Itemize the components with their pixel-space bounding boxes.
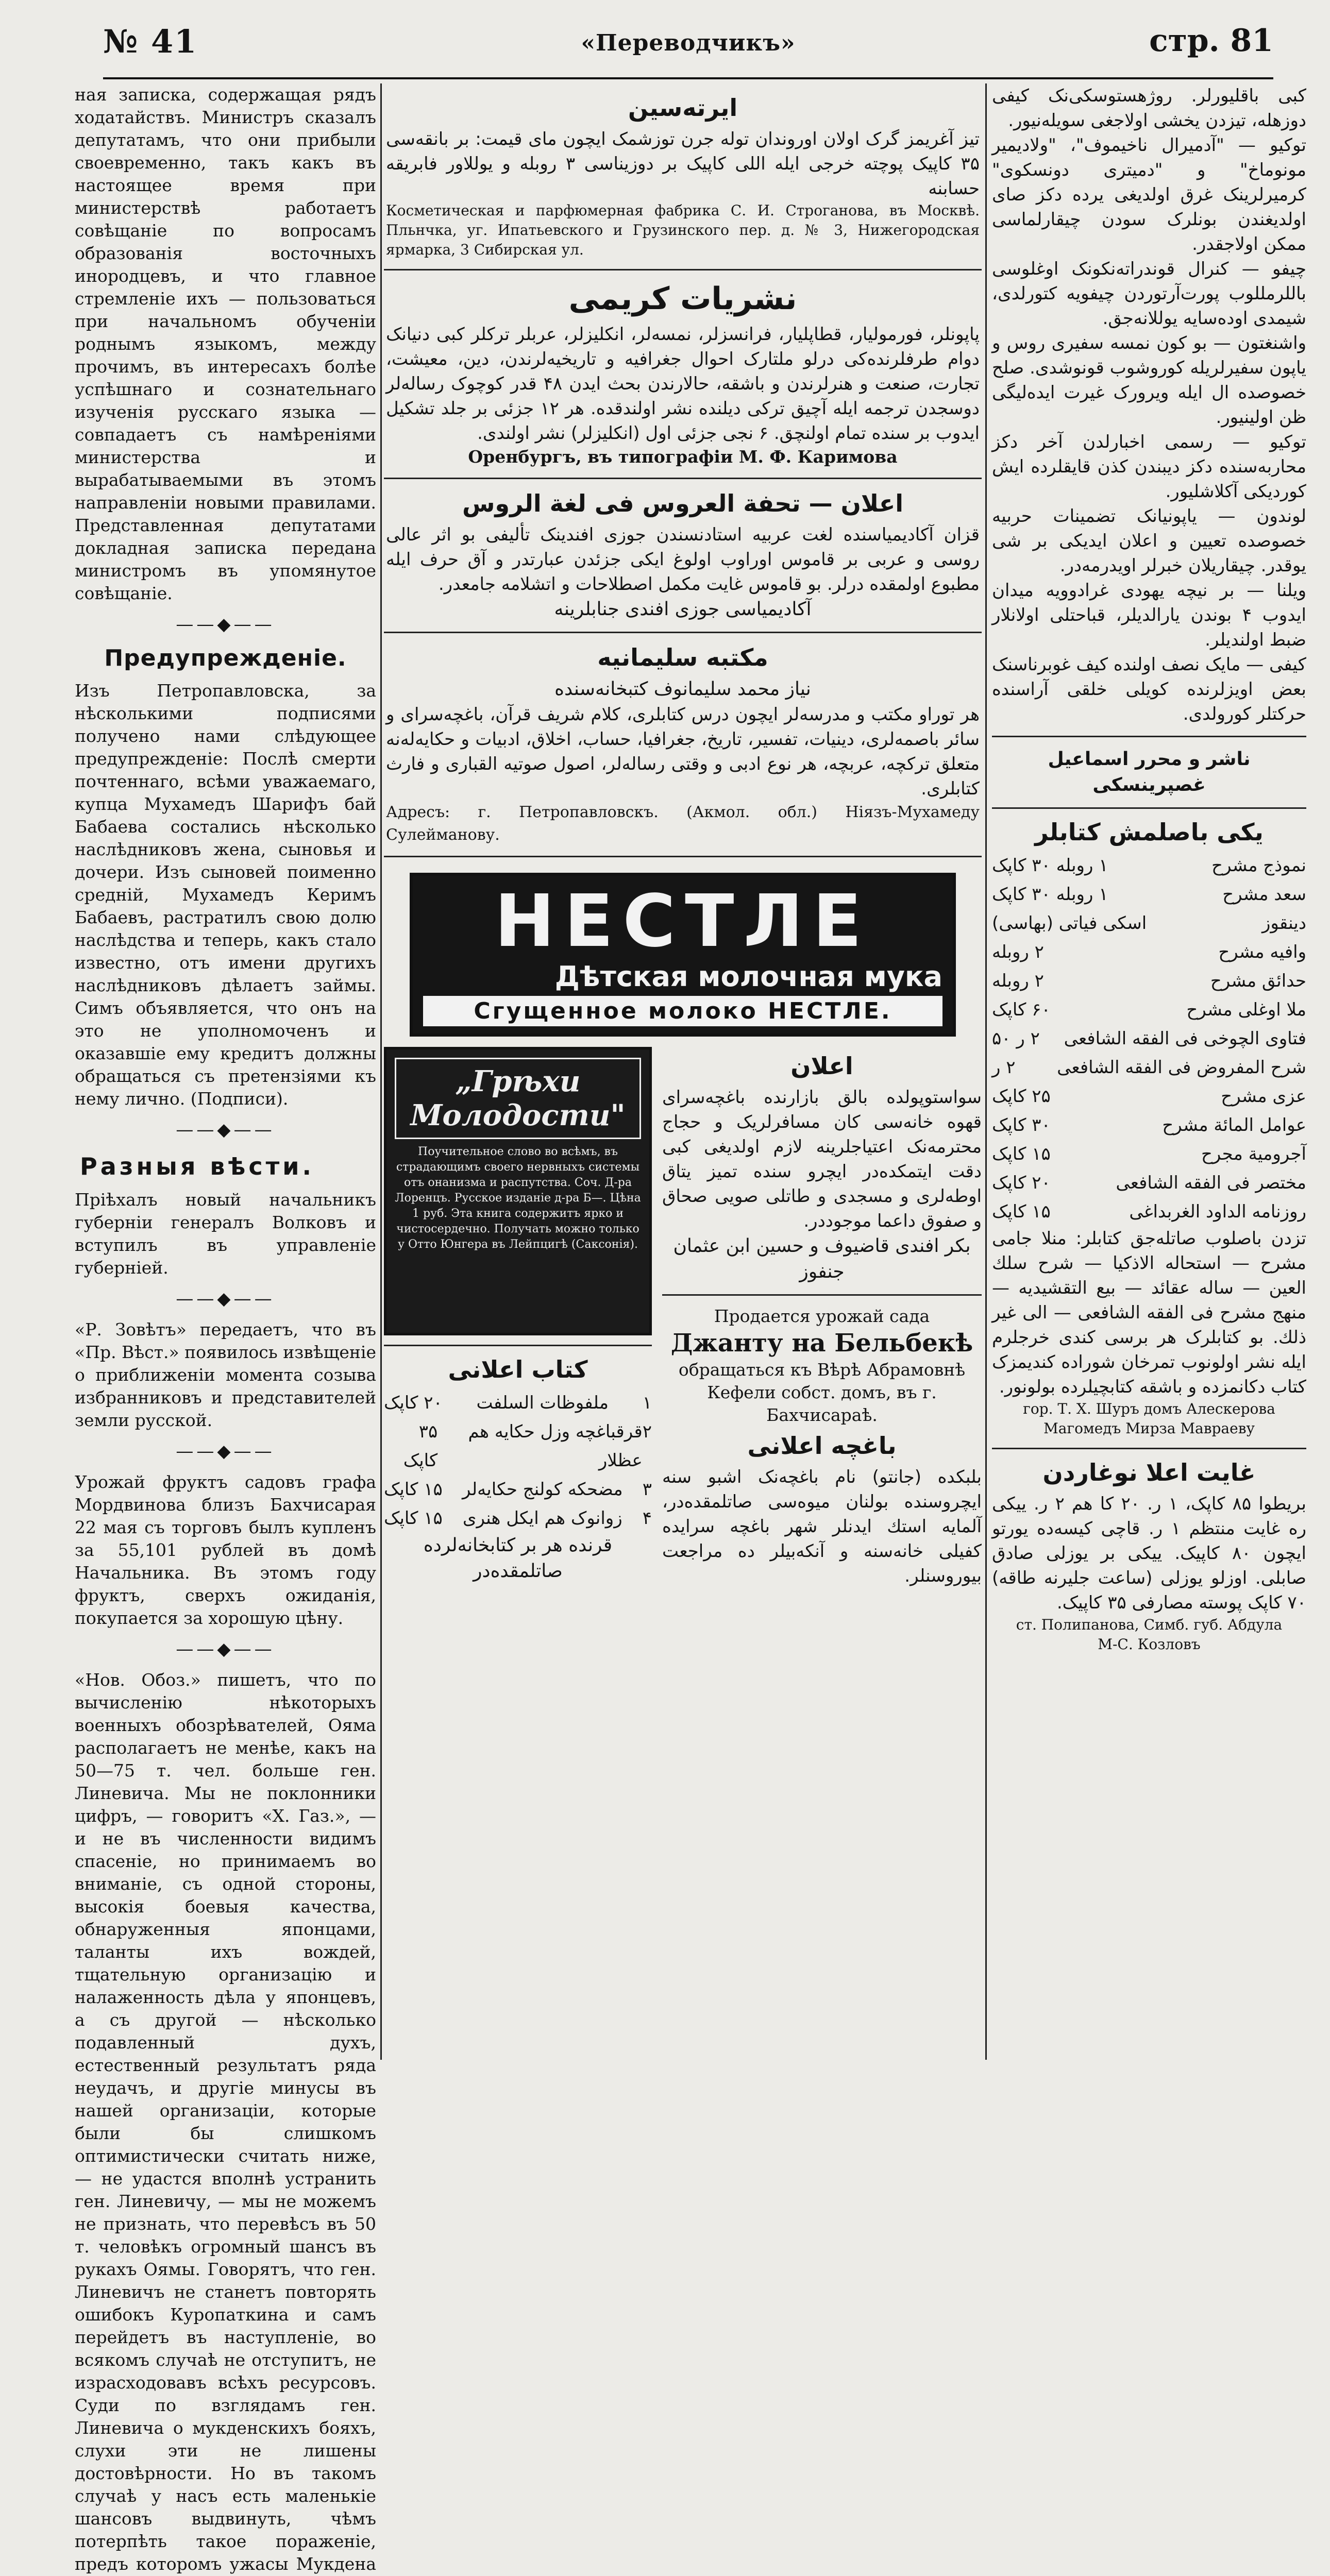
list-item: عزی مشرح ۲۵ کاپک <box>992 1086 1306 1107</box>
ad-text: تیز آغریمز گرک اولان اوروندان توله جرن توزشمک ایچون مای قیمت: بر بانقەسی ۳۵ کاپیک پوچته خرجی ایله اللی کاپیک بر دوزیناسی ۳ روبله و یوللاور فابریقە حسابنه <box>386 129 980 199</box>
list-item: ۱ ملفوظات السلفت ۲۰ کاپک <box>384 1393 652 1413</box>
list-item: ملا اوغلی مشرح ۶۰ کاپک <box>992 999 1306 1020</box>
ad-title: کتاب اعلانی <box>448 1355 588 1383</box>
nestle-tagline: Сгущенное молоко НЕСТЛЕ. <box>423 996 942 1026</box>
intro-article: ная записка, содержащая рядъ ходатайствъ. Министръ сказалъ депутатамъ, что они прибыли своевременно, такъ какъ въ настоящее время при министерствѣ работаетъ совѣщаніе по вопросамъ образованія восточныхъ инородцевъ, и что главное стремленіе ихъ — пользоваться при начальномъ обученіи роднымъ языкомъ, между прочимъ, въ интересахъ болѣе успѣшнаго и сознательнаго изученія русскаго языка — совпадаетъ съ намѣреніями министерства и вырабатываемыми въ этомъ направленіи новыми правилами. Представленная депутатами докладная записка передана министромъ въ упомянутое совѣщаніе. <box>75 84 376 603</box>
rule <box>384 1345 652 1346</box>
books-heading: یکی باصلمش کتابلر <box>1035 818 1264 846</box>
ad-title: مکتبه سلیمانیه <box>597 643 768 671</box>
ad-address: Адресъ: г. Петропавловскъ. (Акмол. обл.) Ніязъ-Мухамеду Сулейманову. <box>386 803 980 844</box>
nestle-ad <box>410 873 956 1037</box>
ad-address: آکادیمیاسی جوزی افندی جنابلرینه <box>554 599 812 620</box>
ad-text: سواستوپولده بالق بازارنده باغچەسرای قهوه خانەسی کان مسافرلریک و حجاج محترمه‌نک اعتیاجلرینه لازم اولدیغی کبی دقت ایتمکده‌در ایچرو سنده تمیز یتاق اوطەلری و مسجدی و طاتلی صویی صحاق و صفوق داعما موجوددر. <box>662 1087 982 1231</box>
ad-address: Оренбургъ, въ типографіи М. Ф. Каримова <box>468 447 898 467</box>
news-item: کیفی — مایک نصف اولنده کیف غوبرناسنک بعض اویزلرنده کویلی خلقی آراسنده حرکتلر کورولدی. <box>992 654 1306 724</box>
ad-cosmetics <box>384 83 982 270</box>
news-item: چیفو — کنرال قوندراتەنکونک اوغلوسی باللرمللوب پورت‌آرتوردن چیفویه کتورلدی، شیمدی اوده‌سایه یوللانەجق. <box>992 259 1306 329</box>
list-item: حدائق مشرح ۲ روبله <box>992 971 1306 991</box>
ad-title: باغچه اعلانی <box>747 1432 897 1460</box>
news-item: کبی باقلیورلر. روژهستوسکی‌نک کیفی دوزهله، تیزدن یخشی اولاجغی سویله‌نیور. <box>992 86 1306 131</box>
news-item: Пріѣхалъ новый начальникъ губерніи генералъ Волковъ и вступилъ въ управленіе губерніей. <box>75 1190 376 1278</box>
warning-text: Изъ Петропавловска, за нѣсколькими подписями получено нами слѣдующее предупрежденіе: Послѣ смерти почтеннаго, всѣми уважаемаго, купца Мухамедъ Шарифъ бай Бабаева состались нѣсколько наслѣдниковъ жена, сыновья и дочери. Изъ сыновей поименно среднiй, Мухамедъ Керимъ Бабаевъ, растратилъ свою долю наслѣдства и теперь, какъ стало известно, отъ имени другихъ наслѣдниковъ дѣлаетъ займы. Симъ объявляется, что онъ на это не уполномоченъ и оказавшіе ему кредитъ должны обращаться съ претензіями къ нему лично. (Подписи). <box>75 681 376 1109</box>
ad-subtitle: نیاز محمد سلیمانوف کتبخانەسنده <box>554 679 811 700</box>
ad-karimi <box>384 270 982 479</box>
list-item: ۳ مضحکه کولنج حکایه‌لر ۱۵ کاپک <box>384 1479 652 1500</box>
masthead-rule <box>103 77 1273 79</box>
ad-address: М-С. Козловъ <box>1098 1636 1201 1653</box>
warning-heading: Предупрежденіе. <box>104 645 347 671</box>
publisher-line: ناشر و محرر اسماعیل غصپرینسکی <box>1048 749 1251 795</box>
lower-ads <box>384 1047 982 1588</box>
list-item: وافیه مشرح ۲ روبله <box>992 942 1306 962</box>
ad-title: غایت اعلا نوغاردن <box>1042 1459 1256 1486</box>
list-item: عوامل المائة مشرح ۳۰ کاپک <box>992 1115 1306 1136</box>
garden-ad-text: обращаться къ Вѣрѣ Абрамовнѣ Кефели собст. домъ, въ г. Бахчисараѣ. <box>678 1360 966 1425</box>
list-item: دینقوز اسکی فیاتی (بهاسی) <box>992 913 1306 934</box>
ad-title: اعلان — تحفة العروس فی لغة الروس <box>462 489 904 517</box>
column-divider-right <box>985 83 987 2060</box>
garden-ad-title: Продается урожай сада <box>714 1306 930 1326</box>
rule <box>662 1294 982 1296</box>
rule <box>992 807 1306 809</box>
books-footer: تزدن باصلوب صاتلەجق کتابلر: منلا جامی مشرح — استحاله الاذکیا — شرح سلك العین — ساله عقائد — بیع التقشیدیه — منهج مشرح فی الفقه الشافعی — الی غیر ذلك. بو کتابلرک هر برسی کندی خرجلرم ایله نشر اولونوب تمرخان شوراده کندیمزک کتاب دکانمزده و باشقه کتابچیلرده بولونور. <box>992 1228 1306 1397</box>
books-address: гор. Т. Х. Шуръ домъ Алескерова Магомедъ Мирза Мавраеву <box>1023 1400 1275 1437</box>
ad-text: قزان آکادیمیاسنده لغت عربیه استادنسندن جوزی افندینک تألیفی بو اثر عالی روسی و عربی بر قاموس اوراوب اولوغ ایکی جزئدن عبارتدر و آق حرف ایله مطبوع اولمقده درلر. بو قاموس غایت مکمل اصطلاحات و اتشلامه جامعدر. <box>386 524 980 595</box>
lower-ads-right <box>662 1047 982 1588</box>
book-list <box>384 1388 652 1533</box>
ad-address: Косметическая и парфюмерная фабрика С. И. Строганова, въ Москвѣ. Пльнчка, уг. Ипатьевского и Грузинского пер. д. № 3, Нижегородская ярмарка, 3 Сибирская ул. <box>386 202 980 258</box>
list-item: ۲ قرقباغچه وزل حکایه هم عظلار ۳۵ کاپک <box>403 1421 652 1471</box>
page-number: стр. 81 <box>1149 23 1273 59</box>
list-item: سعد مشرح ۱ روبله ۳۰ کاپک <box>992 884 1306 905</box>
news-item: Урожай фруктъ садовъ графа Мордвинова близъ Бахчисарая 22 мая съ торговъ былъ купленъ за 55,101 рублей въ домѣ Начальника. Въ этомъ году фруктъ, сверхъ ожиданія, покупается за хорошую цѣну. <box>75 1472 376 1628</box>
rule <box>992 736 1306 737</box>
right-column <box>992 83 1306 2055</box>
list-item: شرح المفروض فی الفقه الشافعی ۲ ر <box>992 1057 1306 1078</box>
masthead <box>103 15 1273 77</box>
ad-title: نشریات کریمی <box>568 281 797 317</box>
news-item: لوندون — یاپونیانک تضمینات حربیه خصوصده تعیین و اعلان ایدیکی بر شی یوقدر. چیقاریلان خبرلر اویدرمەدر. <box>992 506 1306 576</box>
ad-text: هر توراو مکتب و مدرسەلر ایچون درس کتابلری، کلام شریف قرآن، باغچەسرای و سائر باصمەلری، دینیات، تفسیر، تاریخ، جغرافیا، حساب، اخلاق، ادبیات و حکایه‌لەنه متعلق ترکچه، عربچه، هر نوع ادبی و وقتی رساله‌لر، اصول صوتیه القباری و فارث کتابلری. <box>386 704 980 799</box>
middle-column <box>384 83 982 2055</box>
ornament-divider: ——◆—— <box>176 614 275 635</box>
list-item: آجرومیة مجرح ۱۵ کاپک <box>992 1144 1306 1164</box>
news-item: «Нов. Обоз.» пишетъ, что по вычисленію нѣкоторыхъ военныхъ обозрѣвателей, Ояма располагаетъ не менѣе, какъ на 50—75 т. чел. больше ген. Линевича. Мы не поклонники цифръ, — говоритъ «Х. Газ.», — и не въ численности видимъ спасеніе, но принимаемъ во вниманіе, съ одной стороны, высокія боевыя качества, обнаруженныя японцами, таланты ихъ вождей, тщательную организацію и налаженность дѣла у японцевъ, а съ другой — нѣсколько подавленный духъ, естественный результатъ ряда неудачъ, и другіе минусы въ нашей организаціи, которые были бы слишкомъ оптимистически считать ниже, — не удастся вполнѣ устранить ген. Линевичу, — мы не можемъ не признать, что перевѣсъ въ 50 т. человѣкъ огромный шансъ въ рукахъ Оямы. Говорятъ, что ген. Линевичъ не станетъ повторять ошибокъ Куропаткина и самъ перейдетъ въ наступленіе, во всякомъ случаѣ не отступитъ, не израсходовавъ всѣхъ ресурсовъ. Суди по взглядамъ ген. Линевича о мукденскихъ бояхъ, слухи эти не лишены достовѣрности. Но въ такомъ случаѣ у насъ есть маленькіе шансовъ выдвинуть, чѣмъ потерпѣть такое пораженіе, предъ которомъ ужасы Мукдена <box>75 1670 376 2574</box>
grekhi-text: Поучительное слово во всѣмъ, въ страдающимъ своего нервныхъ системы отъ онанизма и распутства. Соч. Д-ра Лоренцъ. Русское изданіе д-ра Б—. Цѣна 1 руб. Эта книга содержитъ ярко и чистосердечно. Получать можно только у Отто Юнгера въ Лейпцигѣ (Саксонія). <box>395 1145 641 1251</box>
lower-ads-left <box>384 1047 652 1588</box>
ad-signature: بکر افندی قاضیوف و حسین ابن عثمان جنفوز <box>673 1235 971 1282</box>
ad-text: بریطوا ۸۵ کاپک، ۱ ر. ۲۰ کا هم ۲ ر. ییکی ره غایت منتظم ۱ ر. قاچی کیسەده یورتو ایچون ۸۰ کاپیک. ییکی بر یوزلی صادق صابلی. اوزلو یوزلی (ساعت جلیرنه طاقه) ۷۰ کاپک پوستە مصارفی ۳۵ کاپیک. <box>992 1494 1307 1613</box>
news-item: ویلنا — بر نیچه یهودی غرادوویه میدان ایدوب ۴ بوندن یارالدیلر، قباحتلی اولانلار ضبط اولندیلر. <box>992 580 1306 650</box>
list-item: فتاوی الچوخی فی الفقه الشافعی ۲ ر ۵۰ <box>992 1028 1306 1049</box>
ad-bookshop <box>384 633 982 857</box>
news-item: واشنغتون — بو کون نمسه سفیری روس و یاپون سفیرلریله کوروشوب قونوشدی. صلح خصوصده ال ایله ویرورک غیرت ایدەلیگی ظن اولینیور. <box>992 333 1306 428</box>
news-item: توکیو — رسمی اخبارلدن آخر دکز محاربەسنده دکز دیبندن کذن قایقلرده ایش کوردیکی آکلاشلیور. <box>992 432 1306 502</box>
ad-title: اعلان <box>790 1052 853 1080</box>
ad-text: بلبکده (جانتو) نام باغچەنک اشبو سنه ایچروسنده بولنان میوەسی صاتلمقده‌در، آلمایه استك ایدنلر شهر باغچه سرایده کفیلی خانەسنه و آنکەبیلر ده مراجعت بیوروسنلر. <box>662 1467 982 1586</box>
ad-footer: قرنده هر بر کتابخانەلرده صاتلمقده‌در <box>423 1535 613 1582</box>
left-column <box>75 83 376 2574</box>
ornament-divider: ——◆—— <box>176 1120 275 1140</box>
rule <box>992 1448 1306 1449</box>
nestle-subtitle: Дѣтская молочная мука <box>554 960 942 993</box>
ad-title: ایرتەسین <box>628 94 738 122</box>
list-item: ۴ زوانوک هم ایکل هنری ۱۵ کاپک <box>384 1508 652 1529</box>
ornament-divider: ——◆—— <box>176 1639 275 1659</box>
news-heading: Разныя вѣсти. <box>80 1153 315 1180</box>
grekhi-title: „Грѣхи Молодости" <box>395 1058 641 1139</box>
ad-text: پاپونلر، فورمولیار، قطاپلیار، فرانسزلر، نمسەلر، انکلیزلر، عربلر ترکلر کبی دنیانک دوام طرفلرندەکی درلو ملتارک احوال جغرافیه و تاریخیەلرندن، دین، معیشت، تجارت، صنعت و هنرلرندن و باشقه، حالارندن بحث ایدن ۴۸ قدر کوچوک رسالەلر دوسجدن ترجمه ایله آچیق ترکی دیلنده نشر اولندقده. هر ۱۲ جزئی بر جلد تشکیل ایدوب بر سنده تمام اولنچق. ۶ نجی جزئی اول (انکلیزلر) نشر اولندی. <box>386 324 980 444</box>
list-item: نموذج مشرح ۱ روبله ۳۰ کاپک <box>992 855 1306 876</box>
grekhi-book-ad <box>384 1047 652 1335</box>
ad-dictionary <box>384 479 982 633</box>
news-item: «Р. Зовѣтъ» передаетъ, что въ «Пр. Вѣст.» появилось извѣщеніе о приближеніи момента созыва избранниковъ и представителей земли русской. <box>75 1319 376 1430</box>
book-price-list <box>992 851 1306 1226</box>
list-item: مختصر فی الفقه الشافعی ۲۰ کاپک <box>992 1173 1306 1193</box>
ornament-divider: ——◆—— <box>176 1441 275 1462</box>
ad-address: ст. Полипанова, Симб. губ. Абдула <box>1016 1616 1283 1633</box>
column-divider-left <box>380 83 382 2060</box>
nestle-brand: НЕСТЛЕ <box>494 879 871 963</box>
news-item: توکیو — "آدمیرال ناخیموف"، "ولادیمیر مونوماخ" و "دمیتری دونسکوی" کرمیرلرینک غرق اولدیغی یرده دکز صای اولدیغندن بونلرک سودن چیقارلماسی ممکن اولاجقدر. <box>992 135 1306 255</box>
garden-ad-name: Джанту на Бельбекѣ <box>670 1329 973 1358</box>
list-item: روزنامه الداود الغربداغی ۱۵ کاپک <box>992 1201 1306 1222</box>
newspaper-title: «Переводчикъ» <box>581 30 796 56</box>
issue-number: № 41 <box>103 23 198 60</box>
ornament-divider: ——◆—— <box>176 1289 275 1309</box>
